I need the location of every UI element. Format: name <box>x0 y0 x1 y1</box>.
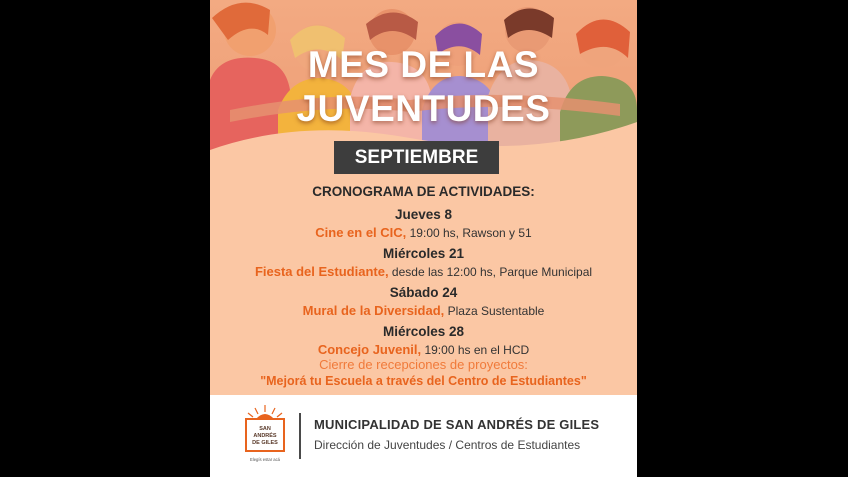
schedule <box>210 183 637 359</box>
logo-text-1: SAN <box>259 426 271 432</box>
event-activity <box>210 224 637 242</box>
event-day: Jueves 8 <box>394 207 453 222</box>
department-name: Dirección de Juventudes / Centros de Estudiantes <box>314 438 581 452</box>
schedule-header: CRONOGRAMA DE ACTIVIDADES: <box>312 184 535 199</box>
event-details: Plaza Sustentable <box>444 304 545 318</box>
poster-title-line2: JUVENTUDES <box>296 88 551 129</box>
event-poster <box>210 0 637 477</box>
month-badge: SEPTIEMBRE <box>334 141 499 174</box>
logo-tagline: Elegís estar acá <box>249 457 281 462</box>
closing-line1: Cierre de recepciones de proyectos: <box>319 357 528 372</box>
logo-text-3: DE GILES <box>252 440 278 446</box>
event-name: Cine en el CIC, <box>315 225 407 240</box>
logo-text-2: ANDRÉS <box>253 433 277 439</box>
footer <box>210 395 637 477</box>
event-details: 19:00 hs, Rawson y 51 <box>406 226 532 240</box>
event-day: Miércoles 28 <box>382 324 465 339</box>
event-name: Concejo Juvenil, <box>317 342 422 357</box>
organization-name: MUNICIPALIDAD DE SAN ANDRÉS DE GILES <box>314 417 600 432</box>
poster-title-line1: MES DE LAS <box>307 44 540 85</box>
closing-note <box>210 357 637 390</box>
event-name: Mural de la Diversidad, <box>302 303 445 318</box>
event-activity <box>210 263 637 281</box>
event-details: 19:00 hs en el HCD <box>421 343 530 357</box>
event-details: desde las 12:00 hs, Parque Municipal <box>388 265 593 279</box>
municipality-logo <box>240 403 290 467</box>
event-activity <box>210 302 637 320</box>
event-day: Miércoles 21 <box>382 246 465 261</box>
closing-line2: "Mejorá tu Escuela a través del Centro de Estudiantes" <box>260 374 587 388</box>
footer-divider <box>299 413 301 459</box>
event-name: Fiesta del Estudiante, <box>254 264 389 279</box>
event-day: Sábado 24 <box>389 285 458 300</box>
